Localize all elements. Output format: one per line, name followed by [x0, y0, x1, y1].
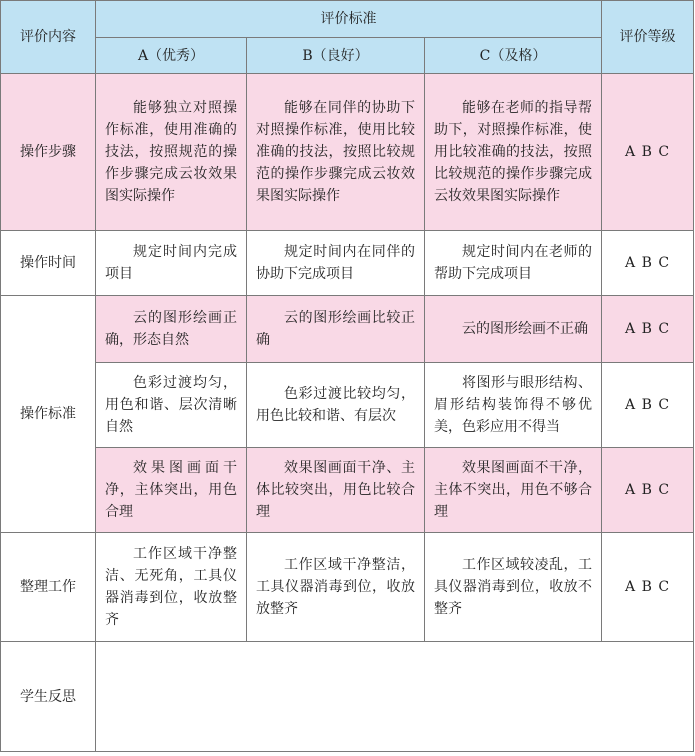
cleanup-cell-a: 工作区域干净整洁、无死角，工具仪器消毒到位，收放整齐 — [96, 533, 247, 642]
steps-grade: A B C — [602, 74, 694, 231]
cleanup-cell-c: 工作区域较凌乱，工具仪器消毒到位，收放不整齐 — [425, 533, 602, 642]
time-cell-a: 规定时间内完成项目 — [96, 231, 247, 296]
header-col-c: C（及格） — [425, 38, 602, 74]
standard-3-cell-b: 效果图画面干净、主体比较突出，用色比较合理 — [247, 448, 425, 533]
row-label-steps: 操作步骤 — [1, 74, 96, 231]
standard-1-cell-a: 云的图形绘画正确，形态自然 — [96, 296, 247, 363]
time-cell-b: 规定时间内在同伴的协助下完成项目 — [247, 231, 425, 296]
header-col-b: B（良好） — [247, 38, 425, 74]
standard-3-cell-a: 效果图画面干净，主体突出，用色合理 — [96, 448, 247, 533]
standard-2-grade: A B C — [602, 363, 694, 448]
time-cell-c: 规定时间内在老师的帮助下完成项目 — [425, 231, 602, 296]
header-col-a: A（优秀） — [96, 38, 247, 74]
header-content-label: 评价内容 — [1, 1, 96, 74]
standard-2-cell-c: 将图形与眼形结构、眉形结构装饰得不够优美，色彩应用不得当 — [425, 363, 602, 448]
standard-2-cell-b: 色彩过渡比较均匀，用色比较和谐、有层次 — [247, 363, 425, 448]
reflection-area — [96, 642, 694, 752]
standard-1-cell-b: 云的图形绘画比较正确 — [247, 296, 425, 363]
standard-2-cell-a: 色彩过渡均匀，用色和谐、层次清晰自然 — [96, 363, 247, 448]
row-label-time: 操作时间 — [1, 231, 96, 296]
row-label-cleanup: 整理工作 — [1, 533, 96, 642]
time-grade: A B C — [602, 231, 694, 296]
standard-1-grade: A B C — [602, 296, 694, 363]
row-label-standard: 操作标准 — [1, 296, 96, 533]
cleanup-grade: A B C — [602, 533, 694, 642]
cleanup-cell-b: 工作区域干净整洁，工具仪器消毒到位，收放放整齐 — [247, 533, 425, 642]
steps-cell-b: 能够在同伴的协助下对照操作标准，使用比较准确的技法，按照比较规范的操作步骤完成云妆效果图实际操作 — [247, 74, 425, 231]
steps-cell-a: 能够独立对照操作标准，使用准确的技法，按照规范的操作步骤完成云妆效果图实际操作 — [96, 74, 247, 231]
standard-1-cell-c: 云的图形绘画不正确 — [425, 296, 602, 363]
steps-cell-c: 能够在老师的指导帮助下，对照操作标准，使用比较准确的技法，按照比较规范的操作步骤完成云妆效果图实际操作 — [425, 74, 602, 231]
header-standard-label: 评价标准 — [96, 1, 602, 38]
header-grade-label: 评价等级 — [602, 1, 694, 74]
standard-3-cell-c: 效果图画面不干净，主体不突出，用色不够合理 — [425, 448, 602, 533]
row-label-reflection: 学生反思 — [1, 642, 96, 752]
standard-3-grade: A B C — [602, 448, 694, 533]
